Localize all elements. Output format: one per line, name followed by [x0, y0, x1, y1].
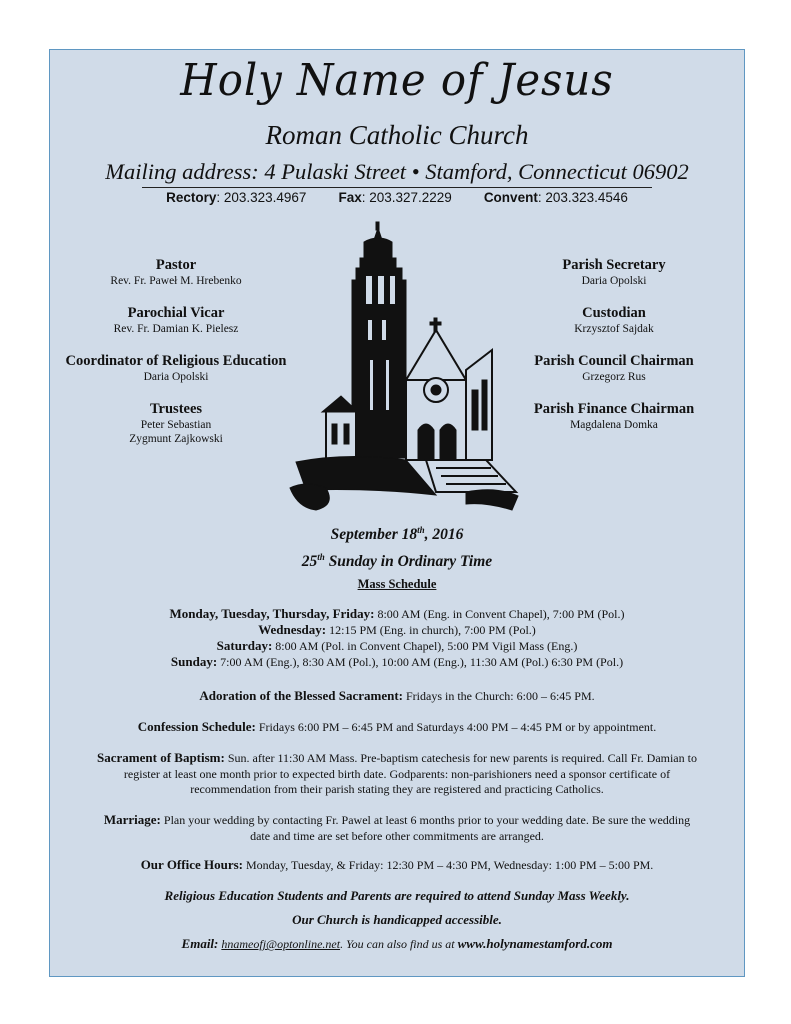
staff-block — [494, 257, 734, 288]
accessibility-notice: Our Church is handicapped accessible. — [292, 912, 502, 927]
staff-role: Trustees — [149, 401, 203, 417]
office-hours-text: Monday, Tuesday, & Friday: 12:30 PM – 4:30 PM, Wednesday: 1:00 PM – 5:00 PM. — [243, 858, 654, 872]
staff-role: Coordinator of Religious Education — [65, 353, 287, 369]
staff-right-column — [494, 257, 734, 449]
mass-line — [50, 638, 744, 654]
staff-role: Pastor — [155, 257, 197, 273]
staff-block — [56, 305, 296, 336]
mass-day-label: Monday, Tuesday, Thursday, Friday: — [169, 606, 375, 621]
staff-name: Magdalena Domka — [570, 419, 658, 431]
mass-schedule-heading: Mass Schedule — [357, 577, 437, 591]
staff-left-column — [56, 257, 296, 463]
staff-block — [56, 401, 296, 446]
rectory-label: Rectory — [166, 190, 217, 205]
church-illustration — [286, 220, 522, 520]
mass-day-label: Saturday: — [216, 638, 273, 653]
confession-label: Confession Schedule: — [137, 719, 256, 734]
mass-times: 8:00 AM (Pol. in Convent Chapel), 5:00 PM Vigil Mass (Eng.) — [272, 639, 578, 653]
staff-name: Rev. Fr. Paweł M. Hrebenko — [110, 275, 242, 287]
staff-block — [494, 401, 734, 432]
convent-number: : 203.323.4546 — [537, 190, 628, 205]
rectory-number: : 203.323.4967 — [216, 190, 307, 205]
sunday-suffix: th — [317, 552, 325, 563]
baptism-label: Sacrament of Baptism: — [97, 750, 225, 765]
header-divider — [142, 187, 652, 188]
mass-day-label: Wednesday: — [258, 622, 327, 637]
fax-number: : 203.327.2229 — [361, 190, 452, 205]
staff-name: Grzegorz Rus — [582, 371, 646, 383]
mass-schedule — [50, 606, 744, 670]
staff-role: Parish Secretary — [562, 257, 666, 273]
adoration-text: Fridays in the Church: 6:00 – 6:45 PM. — [402, 689, 595, 703]
baptism-text: Sun. after 11:30 AM Mass. Pre-baptism catechesis for new parents is required. Call Fr. Damian to register at least one month prior to expected birth date. Godparents: non-parishioners need a sponsor certificate of recommendation from their parish stating they are registered and practicing Catholics. — [123, 751, 697, 796]
liturgical-season: Sunday in Ordinary Time — [324, 553, 493, 571]
mass-day-label: Sunday: — [170, 654, 218, 669]
confession-text: Fridays 6:00 PM – 6:45 PM and Saturdays 4:00 PM – 4:45 PM or by appointment. — [255, 720, 657, 734]
marriage-info — [100, 812, 694, 844]
mailing-address: Mailing address: 4 Pulaski Street • Stamford, Connecticut 06902 — [105, 159, 689, 184]
fax-label: Fax — [338, 190, 362, 205]
mass-times: 8:00 AM (Eng. in Convent Chapel), 7:00 PM (Pol.) — [374, 607, 625, 621]
adoration-label: Adoration of the Blessed Sacrament: — [199, 688, 403, 703]
date-suffix: th — [417, 525, 425, 535]
sunday-number: 25 — [301, 553, 318, 571]
date-year: , 2016 — [424, 526, 464, 544]
mass-times: 12:15 PM (Eng. in church), 7:00 PM (Pol.) — [326, 623, 536, 637]
staff-role: Parochial Vicar — [127, 305, 225, 321]
website-link[interactable]: www.holynamestamford.com — [457, 936, 613, 951]
office-hours-info — [90, 857, 704, 874]
marriage-text: Plan your wedding by contacting Fr. Pawel at least 6 months prior to your wedding date. Be sure the wedding date and time are set before other commitments are arranged. — [160, 813, 691, 843]
confession-info — [90, 719, 704, 736]
staff-name: Peter Sebastian — [140, 419, 212, 431]
mass-line — [50, 622, 744, 638]
staff-block — [56, 353, 296, 384]
staff-role: Custodian — [582, 305, 646, 321]
staff-block — [56, 257, 296, 288]
email-link[interactable]: hnameofj@optonline.net — [221, 937, 341, 951]
email-label: Email: — [181, 936, 219, 951]
staff-name: Krzysztof Sajdak — [574, 323, 654, 335]
adoration-info — [90, 688, 704, 705]
religious-ed-notice: Religious Education Students and Parents are required to attend Sunday Mass Weekly. — [164, 888, 630, 903]
staff-name: Daria Opolski — [143, 371, 209, 383]
mass-line — [50, 654, 744, 670]
mass-times: 7:00 AM (Eng.), 8:30 AM (Pol.), 10:00 AM (Eng.), 11:30 AM (Pol.) 6:30 PM (Pol.) — [217, 655, 624, 669]
bulletin-date — [50, 519, 744, 573]
staff-block — [494, 353, 734, 384]
staff-name: Zygmunt Zajkowski — [129, 433, 223, 445]
date-text: September 18 — [330, 526, 418, 544]
convent-label: Convent — [483, 190, 538, 205]
church-name-title: Holy Name of Jesus — [180, 55, 614, 106]
staff-role: Parish Council Chairman — [534, 353, 694, 369]
mass-line — [50, 606, 744, 622]
office-hours-label: Our Office Hours: — [140, 857, 243, 872]
staff-name: Daria Opolski — [581, 275, 647, 287]
contact-line — [50, 936, 744, 952]
staff-block — [494, 305, 734, 336]
staff-name: Rev. Fr. Damian K. Pielesz — [113, 323, 239, 335]
find-us-text: . You can also find us at — [340, 937, 458, 951]
church-subtitle: Roman Catholic Church — [265, 120, 529, 150]
phone-numbers — [50, 190, 744, 205]
bulletin-panel — [49, 49, 745, 977]
baptism-info — [96, 750, 698, 798]
marriage-label: Marriage: — [103, 812, 161, 827]
staff-role: Parish Finance Chairman — [533, 401, 695, 417]
